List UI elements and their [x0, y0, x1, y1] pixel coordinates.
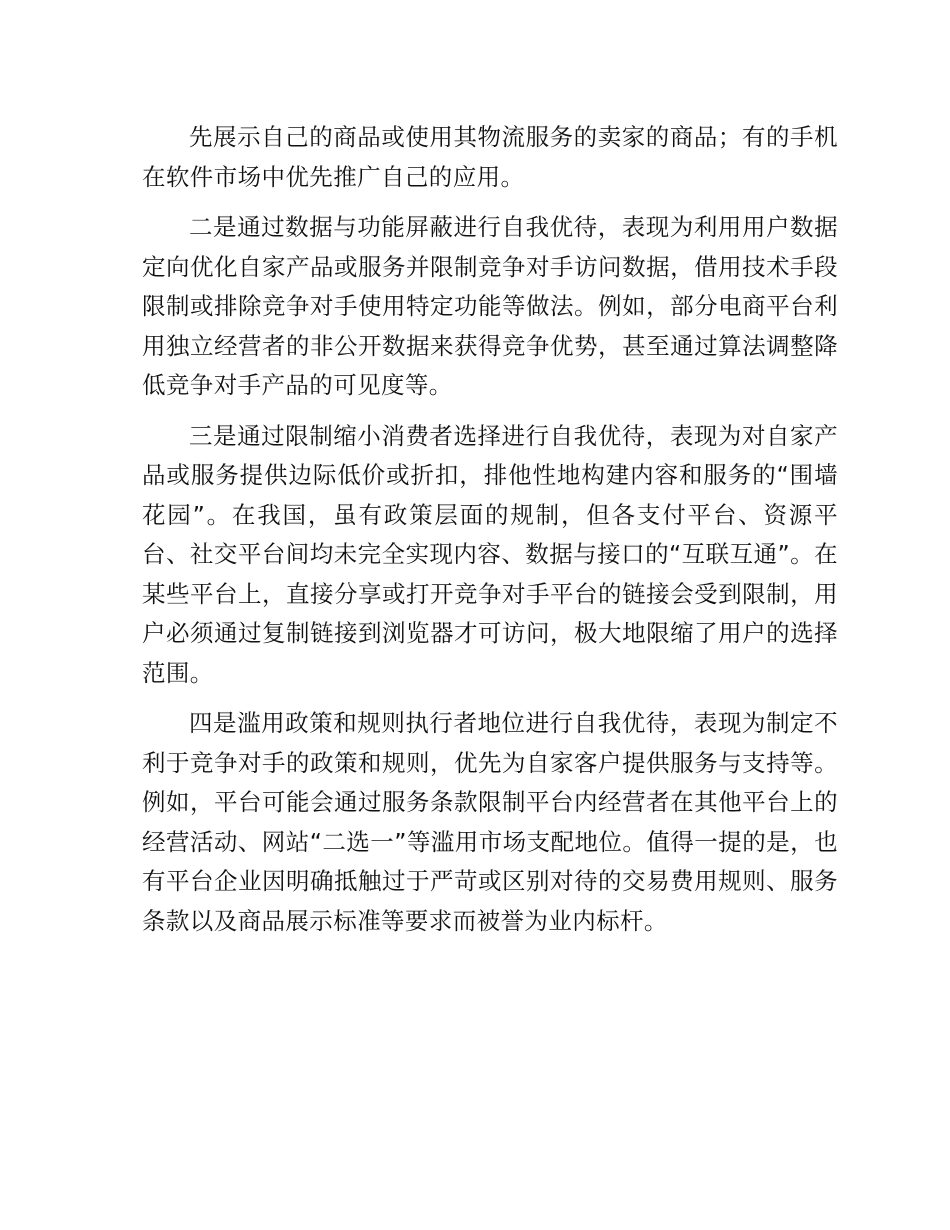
paragraph-4: 四是滥用政策和规则执行者地位进行自我优待，表现为制定不利于竞争对手的政策和规则，优先为自家客户提供服务与支持等。例如，平台可能会通过服务条款限制平台内经营者在其他平台上的经营活动、网站“二选一”等滥用市场支配地位。值得一提的是，也有平台企业因明确抵触过于严苛或区别对待的交易费用规则、服务条款以及商品展示标准等要求而被誉为业内标杆。	[142, 709, 838, 935]
paragraph-3: 三是通过限制缩小消费者选择进行自我优待，表现为对自家产品或服务提供边际低价或折扣，排他性地构建内容和服务的“围墙花园”。在我国，虽有政策层面的规制，但各支付平台、资源平台、社交平台间均未完全实现内容、数据与接口的“互联互通”。在某些平台上，直接分享或打开竞争对手平台的链接会受到限制，用户必须通过复制链接到浏览器才可访问，极大地限缩了用户的选择范围。	[142, 421, 838, 687]
paragraph-2: 二是通过数据与功能屏蔽进行自我优待，表现为利用用户数据定向优化自家产品或服务并限制竞争对手访问数据，借用技术手段限制或排除竞争对手使用特定功能等做法。例如，部分电商平台利用独立经营者的非公开数据来获得竞争优势，甚至通过算法调整降低竞争对手产品的可见度等。	[142, 213, 838, 399]
document-page	[142, 118, 838, 952]
paragraph-1: 先展示自己的商品或使用其物流服务的卖家的商品；有的手机在软件市场中优先推广自己的应用。	[142, 123, 838, 191]
